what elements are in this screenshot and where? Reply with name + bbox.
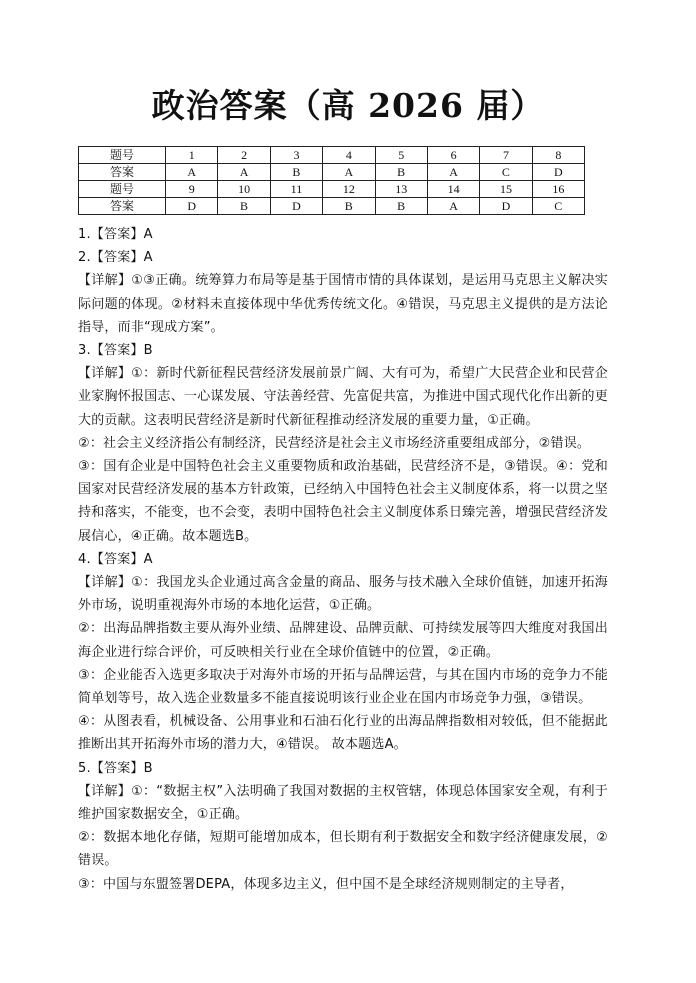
- table-cell: 13: [375, 181, 427, 198]
- explanation-paragraph: 【详解】①：我国龙头企业通过高含金量的商品、服务与技术融入全球价值链，加速开拓海外市场，说明重视海外市场的本地化运营，①正确。: [78, 575, 608, 614]
- table-cell: A: [427, 198, 479, 215]
- table-row: [79, 147, 585, 164]
- table-row: [79, 164, 585, 181]
- explanation-paragraph: 【详解】①：“数据主权”入法明确了我国对数据的主权管辖，体现总体国家安全观，有利于维护国家数据安全，①正确。: [78, 783, 608, 823]
- answer-heading-2: 2.【答案】A: [78, 250, 153, 266]
- explanation-paragraph: ②：数据本地化存储，短期可能增加成本，但长期有利于数据安全和数字经济健康发展，②错误。: [78, 830, 608, 869]
- table-cell: 题号: [79, 181, 166, 198]
- table-cell: D: [532, 164, 584, 181]
- table-cell: 14: [427, 181, 479, 198]
- explanation-paragraph: ②：出海品牌指数主要从海外业绩、品牌建设、品牌贡献、可持续发展等四大维度对我国出海企业进行综合评价，可反映相关行业在全球价值链中的位置，②正确。: [78, 621, 608, 660]
- explanation-paragraph: ②：社会主义经济指公有制经济，民营经济是社会主义市场经济重要组成部分，②错误。: [78, 435, 591, 451]
- table-cell: 12: [323, 181, 375, 198]
- explanation-paragraph: 【详解】①：新时代新征程民营经济发展前景广阔、大有可为，希望广大民营企业和民营企业家胸怀报国志、一心谋发展、守法善经营、先富促共富，为推进中国式现代化作出新的更大的贡献。这表明民营经济是新时代新征程推动经济发展的重要力量，①正确。: [78, 366, 608, 428]
- table-cell: D: [480, 198, 532, 215]
- table-cell: 3: [270, 147, 322, 164]
- table-cell: 9: [166, 181, 218, 198]
- answer-explanations: [78, 223, 608, 896]
- explanation-paragraph: ④：从图表看，机械设备、公用事业和石油石化行业的出海品牌指数相对较低，但不能据此推断出其开拓海外市场的潜力大，④错误。 故本题选A。: [78, 714, 608, 753]
- table-cell: B: [218, 198, 270, 215]
- answer-key-table: [78, 146, 585, 215]
- table-cell: D: [166, 198, 218, 215]
- answer-heading-1: 1.【答案】A: [78, 227, 153, 242]
- answer-heading-5: 5.【答案】B: [78, 760, 153, 776]
- table-cell: B: [375, 164, 427, 181]
- table-cell: 16: [532, 181, 584, 198]
- table-row: [79, 181, 585, 198]
- explanation-paragraph: 【详解】①③正确。统筹算力布局等是基于国情市情的具体谋划，是运用马克思主义解决实际问题的体现。②材料未直接体现中华优秀传统文化。④错误，马克思主义提供的是方法论指导，而非“现成方案”。: [78, 273, 608, 335]
- table-cell: 8: [532, 147, 584, 164]
- table-cell: C: [532, 198, 584, 215]
- table-cell: D: [270, 198, 322, 215]
- table-cell: 答案: [79, 198, 166, 215]
- explanation-paragraph: ③：国有企业是中国特色社会主义重要物质和政治基础，民营经济不是，③错误。④：党和国家对民营经济发展的基本方针政策，已经纳入中国特色社会主义制度体系，将一以贯之坚持和落实，不能变，也不会变，表明中国特色社会主义制度体系日臻完善，增强民营经济发展信心，④正确。故本题选B。: [78, 459, 608, 544]
- table-cell: C: [480, 164, 532, 181]
- explanation-paragraph: ③：中国与东盟签署DEPA，体现多边主义，但中国不是全球经济规则制定的主导者，: [78, 876, 574, 892]
- table-cell: 6: [427, 147, 479, 164]
- table-cell: B: [323, 198, 375, 215]
- table-cell: A: [218, 164, 270, 181]
- table-cell: 4: [323, 147, 375, 164]
- table-cell: A: [323, 164, 375, 181]
- answer-heading-3: 3.【答案】B: [78, 343, 153, 359]
- table-cell: 题号: [79, 147, 166, 164]
- table-cell: 10: [218, 181, 270, 198]
- table-cell: 11: [270, 181, 322, 198]
- answer-heading-4: 4.【答案】A: [78, 551, 153, 567]
- table-cell: B: [375, 198, 427, 215]
- table-cell: 15: [480, 181, 532, 198]
- explanation-paragraph: ③：企业能否入选更多取决于对海外市场的开拓与品牌运营，与其在国内市场的竞争力不能简单划等号，故入选企业数量多不能直接说明该行业企业在国内市场竞争力强，③错误。: [78, 667, 608, 707]
- table-cell: 答案: [79, 164, 166, 181]
- table-cell: 7: [480, 147, 532, 164]
- table-cell: A: [166, 164, 218, 181]
- table-cell: 1: [166, 147, 218, 164]
- table-row: [79, 198, 585, 215]
- table-cell: A: [427, 164, 479, 181]
- table-cell: 2: [218, 147, 270, 164]
- table-cell: 5: [375, 147, 427, 164]
- table-cell: B: [270, 164, 322, 181]
- document-title: 政治答案（高 2026 届）: [151, 86, 545, 125]
